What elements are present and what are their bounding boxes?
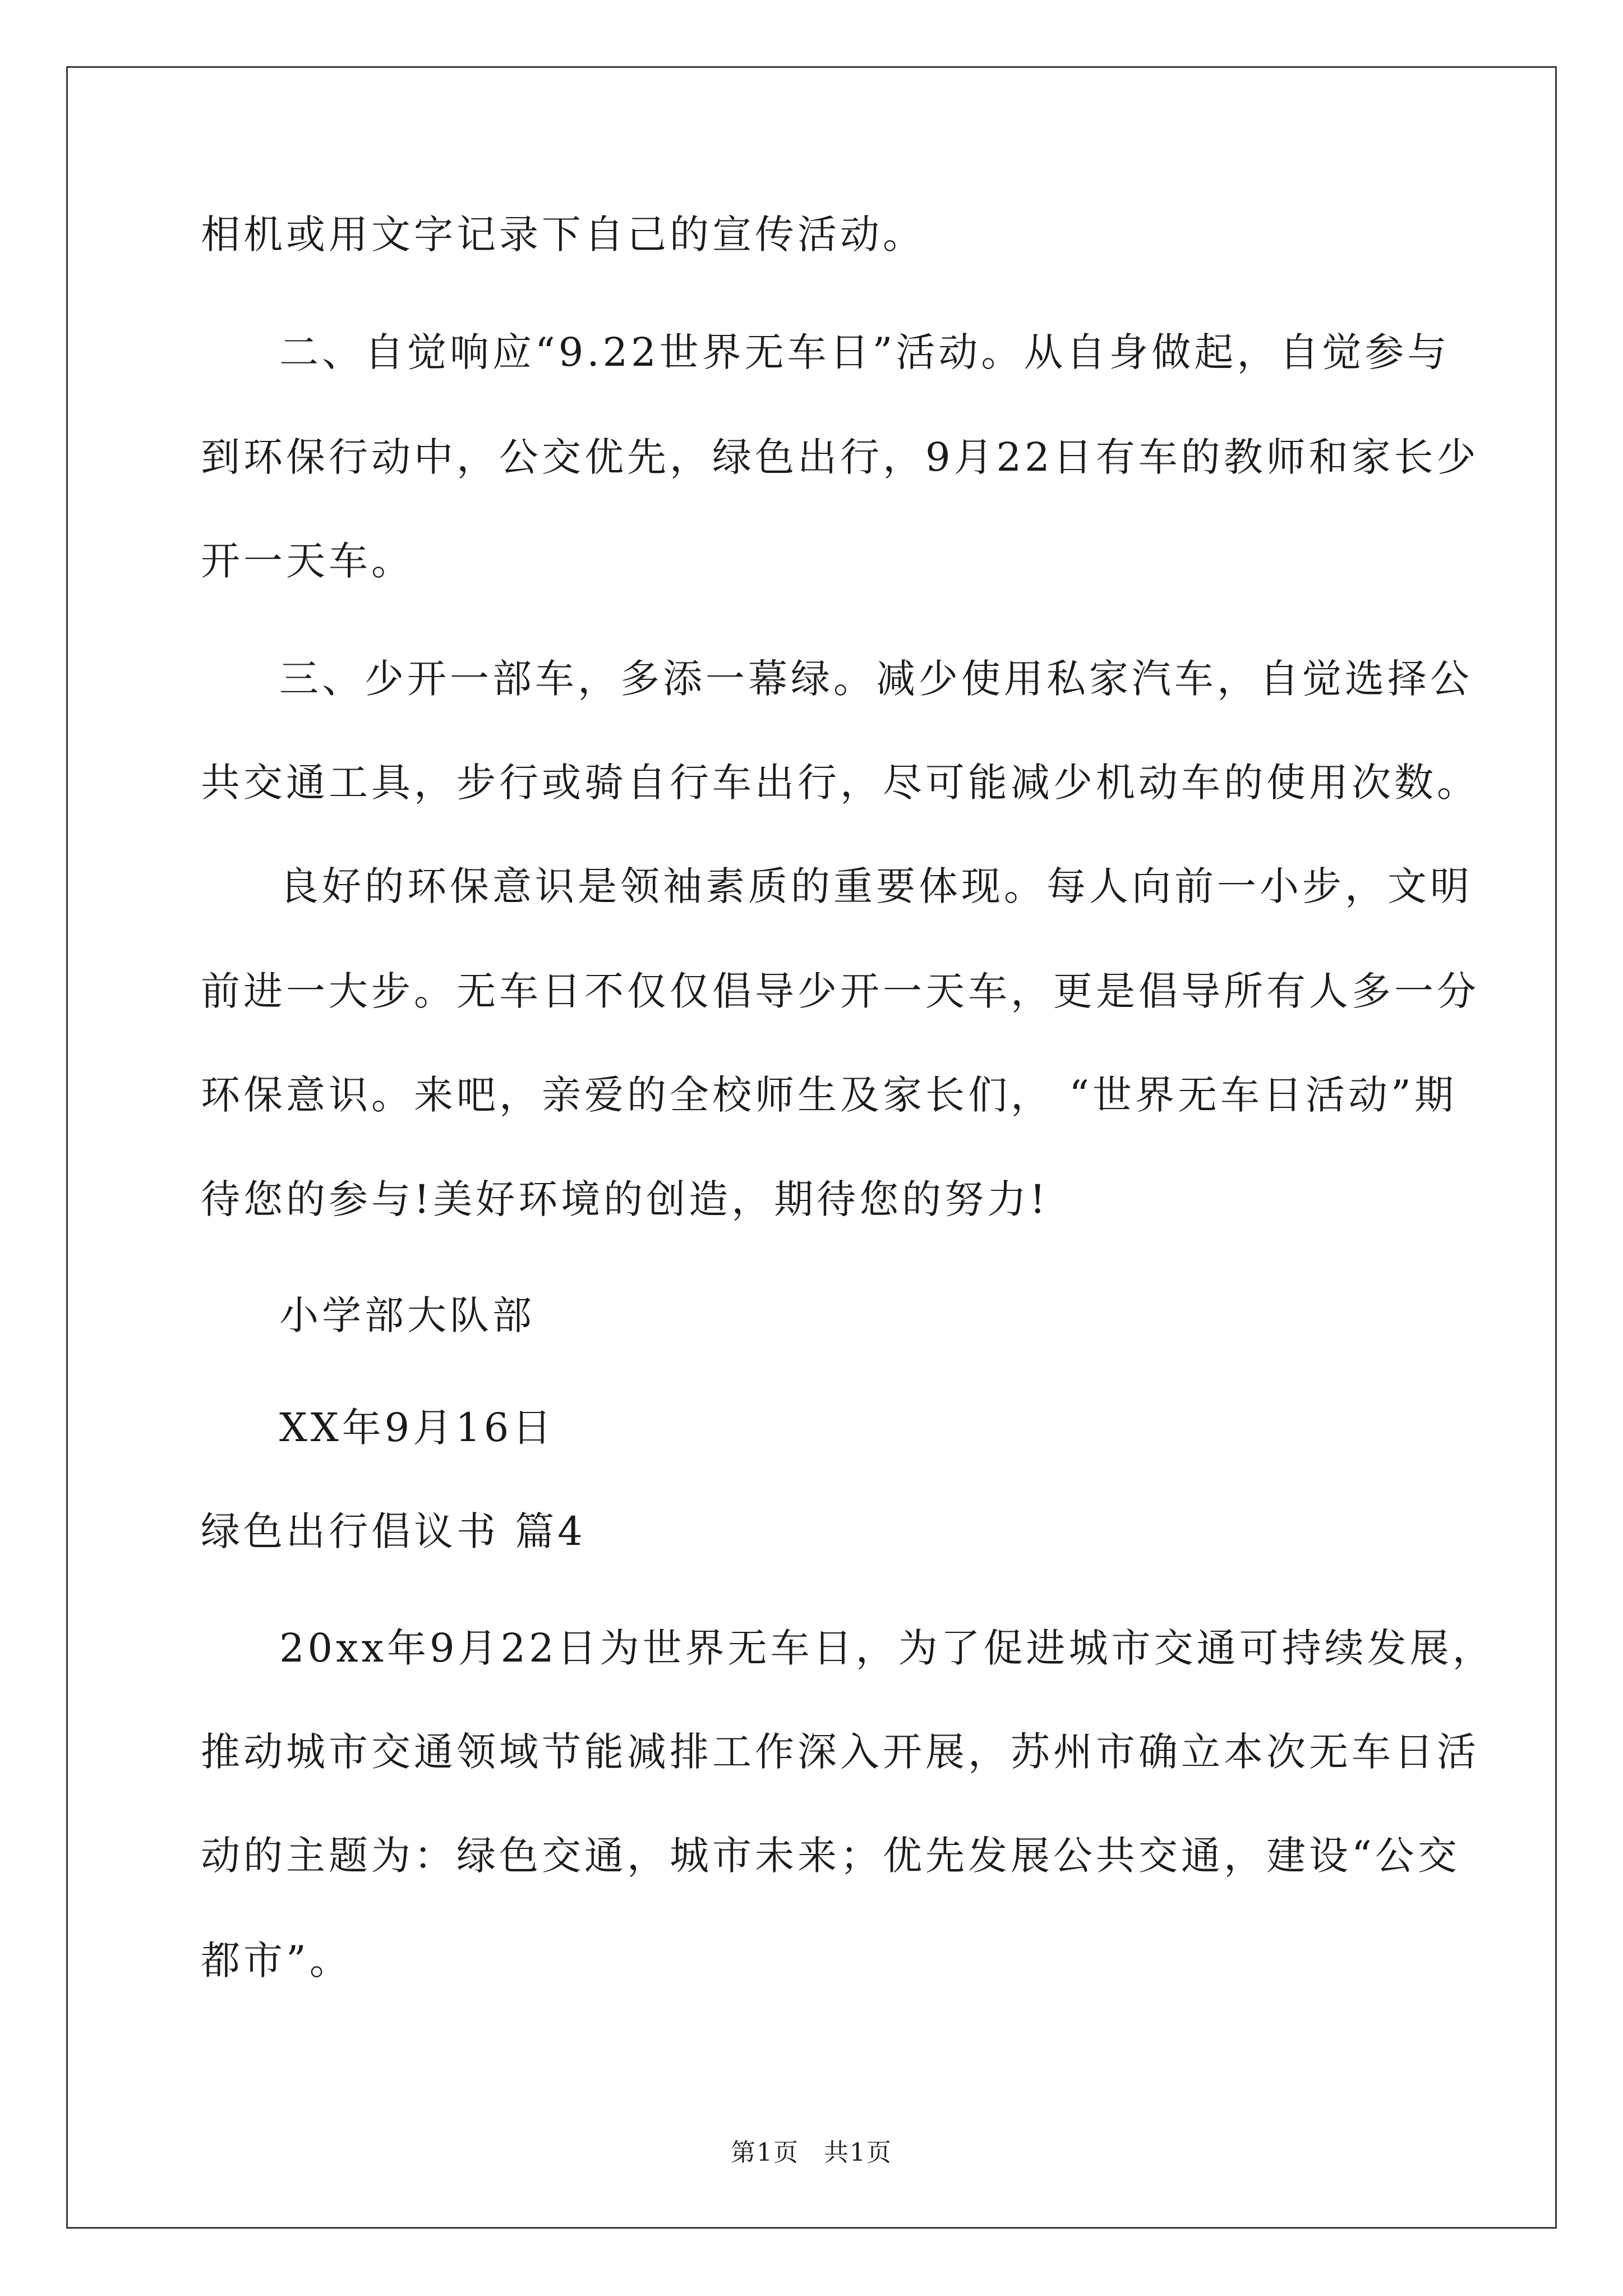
signature-line: 小学部大队部 [279,1292,535,1338]
paragraph-line: 相机或用文字记录下自己的宣传活动。 [201,211,925,257]
page-total: 共1页 [824,2138,892,2167]
paragraph-line: 推动城市交通领域节能减排工作深入开展，苏州市确立本次无车日活 [201,1729,1479,1775]
paragraph-line: 动的主题为：绿色交通，城市未来；优先发展公共交通，建设“公交 [201,1833,1460,1879]
paragraph-line: 前进一大步。无车日不仅仅倡导少开一天车，更是倡导所有人多一分 [201,968,1479,1014]
page-footer [0,2136,1623,2170]
paragraph-line: 待您的参与!美好环境的创造，期待您的努力! [201,1176,1049,1222]
page-border [66,66,1557,2229]
paragraph-line: 三、少开一部车，多添一幕绿。减少使用私家汽车，自觉选择公 [279,656,1473,702]
paragraph-line: 良好的环保意识是领袖素质的重要体现。每人向前一小步，文明 [279,863,1473,909]
section-heading: 绿色出行倡议书 篇4 [201,1508,586,1554]
paragraph-line: 环保意识。来吧，亲爱的全校师生及家长们， “世界无车日活动”期 [201,1072,1457,1118]
paragraph-line: 共交通工具，步行或骑自行车出行，尽可能减少机动车的使用次数。 [201,760,1479,806]
paragraph-line: 到环保行动中，公交优先，绿色出行，9月22日有车的教师和家长少 [201,434,1479,480]
paragraph-line: 开一天车。 [201,538,414,584]
date-line: XX年9月16日 [279,1405,555,1451]
paragraph-line: 二、自觉响应“9.22世界无车日”活动。从自身做起，自觉参与 [279,329,1450,375]
page-number: 第1页 [731,2138,799,2167]
paragraph-line: 都市”。 [201,1938,352,1984]
paragraph-line: 20xx年9月22日为世界无车日，为了促进城市交通可持续发展， [279,1625,1495,1671]
